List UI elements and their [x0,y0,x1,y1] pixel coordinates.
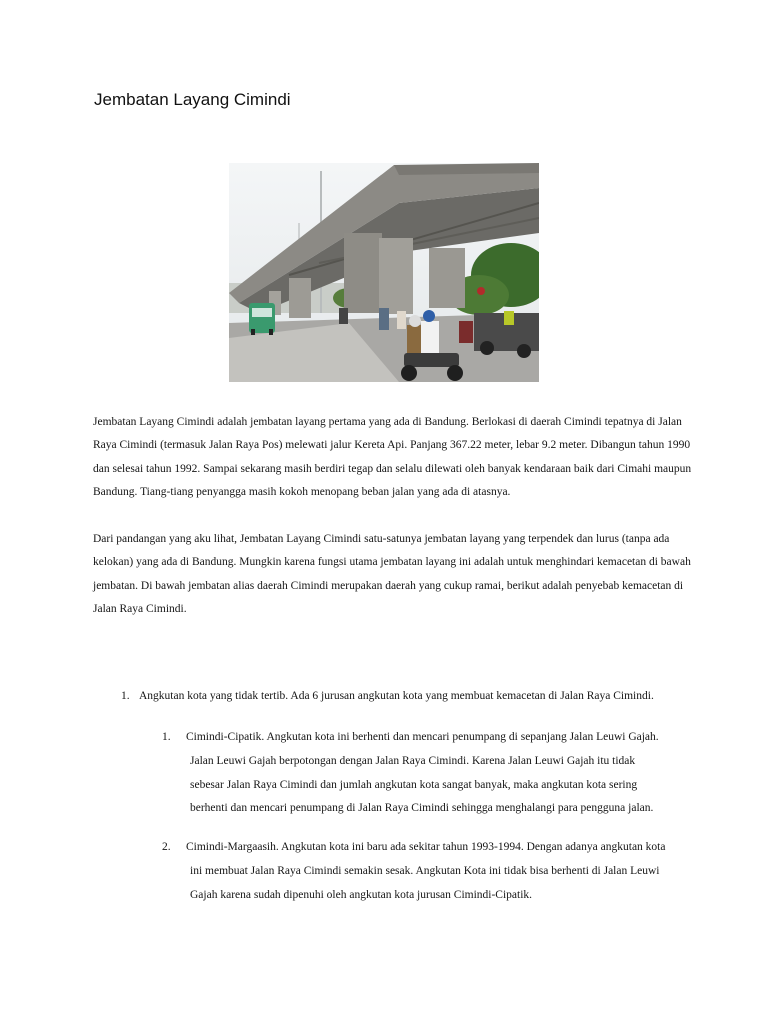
list-item-text: Angkutan kota yang tidak tertib. Ada 6 jurusan angkutan kota yang membuat kemacetan di Jalan Raya Cimindi. [139,690,654,702]
paragraph-observation: Dari pandangan yang aku lihat, Jembatan Layang Cimindi satu-satunya jembatan layang yang terpendek dan lurus (tanpa ada kelokan) yang ada di Bandung. Mungkin karena fungsi utama jembatan layang ini adalah untuk menghindari kemacetan di bawah jembatan. Di bawah jembatan alias daerah Cimindi merupakan daerah yang cukup ramai, berikut adalah penyebab kemacetan di Jalan Raya Cimindi. [93,533,691,615]
sub-list-item [162,836,674,907]
paragraph-intro: Jembatan Layang Cimindi adalah jembatan layang pertama yang ada di Bandung. Berlokasi di daerah Cimindi tepatnya di Jalan Raya Cimindi (termasuk Jalan Raya Pos) melewati jalur Kereta Api. Panjang 367.22 meter, lebar 9.2 meter. Dibangun tahun 1990 dan selesai tahun 1992. Sampai sekarang masih berdiri tegap dan selalu dilewati oleh banyak kendaraan baik dari Cimahi maupun Bandung. Tiang-tiang penyangga masih kokoh menopang beban jalan yang ada di atasnya. [93,416,692,498]
list-item-number: 1. [121,690,130,702]
sub-list-item-number: 2. [162,841,171,853]
sub-list-item-text: Cimindi-Margaasih. Angkutan kota ini baru ada sekitar tahun 1993-1994. Dengan adanya angkutan kota ini membuat Jalan Raya Cimindi semakin sesak. Angkutan Kota ini tidak bisa berhenti di Jalan Leuwi Gajah karena sudah dipenuhi oleh angkutan kota jurusan Cimindi-Cipatik. [186,841,666,901]
sub-list-item-number: 1. [162,731,171,743]
flyover-photo-image [229,163,539,382]
sub-list-item-text: Cimindi-Cipatik. Angkutan kota ini berhenti dan mencari penumpang di sepanjang Jalan Leuwi Gajah. Jalan Leuwi Gajah berpotongan dengan Jalan Raya Cimindi. Karena Jalan Leuwi Gajah itu tidak sebesar Jalan Raya Cimindi dan jumlah angkutan kota sangat banyak, maka angkutan kota sering berhenti dan mencari penumpang di Jalan Raya Cimindi sehingga menghalangi para pengguna jalan. [186,731,659,815]
sub-list-item [162,726,670,821]
flyover-photo [229,163,539,382]
document-title: Jembatan Layang Cimindi [94,90,291,109]
list-item [121,685,699,709]
